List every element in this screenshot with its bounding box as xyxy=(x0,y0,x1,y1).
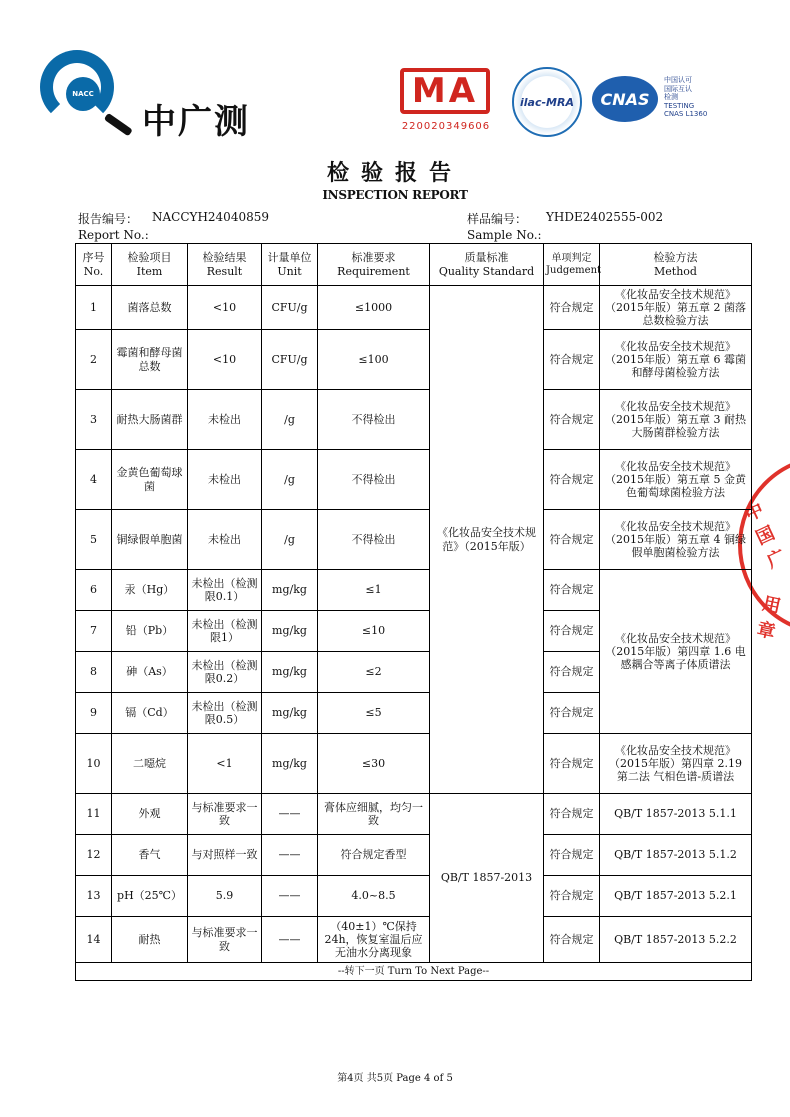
cell-judgement: 符合规定 xyxy=(544,734,600,794)
cell-no: 14 xyxy=(76,917,112,963)
stamp-text-top: 中国广 xyxy=(741,499,790,573)
cell-result: 未检出 xyxy=(188,390,262,450)
cell-result: 未检出（检测限0.1） xyxy=(188,570,262,611)
cnas-caption-line: 国际互认 xyxy=(664,84,692,93)
cell-unit: mg/kg xyxy=(262,611,318,652)
cell-judgement: 符合规定 xyxy=(544,652,600,693)
report-title-cn: 检验报告 xyxy=(326,160,463,186)
report-no-label-en: Report No.: xyxy=(78,228,149,242)
stamp-text-bottom: 用章 xyxy=(755,593,783,644)
col-header-method: 检验方法 Method xyxy=(600,244,752,286)
table-row xyxy=(76,570,752,611)
cell-unit: —— xyxy=(262,917,318,963)
report-no-value: NACCYH24040859 xyxy=(152,210,269,224)
table-row xyxy=(76,450,752,510)
col-header-unit: 计量单位 Unit xyxy=(262,244,318,286)
cell-result: 5.9 xyxy=(188,876,262,917)
sample-no-label-cn: 样品编号： xyxy=(467,212,528,226)
cell-requirement: ≤30 xyxy=(318,734,430,794)
table-row xyxy=(76,835,752,876)
continued-note: --转下一页 Turn To Next Page-- xyxy=(76,963,752,981)
cell-judgement: 符合规定 xyxy=(544,917,600,963)
cell-result: 未检出 xyxy=(188,450,262,510)
cell-item: 耐热 xyxy=(112,917,188,963)
cell-requirement: ≤1 xyxy=(318,570,430,611)
cell-requirement: 4.0~8.5 xyxy=(318,876,430,917)
cell-item: 砷（As） xyxy=(112,652,188,693)
cell-requirement: 符合规定香型 xyxy=(318,835,430,876)
brand-name: 中广测 xyxy=(142,102,250,142)
col-header-quality-standard: 质量标准 Quality Standard xyxy=(430,244,544,286)
col-header-judgement: 单项判定 Judgement xyxy=(544,244,600,286)
cell-judgement: 符合规定 xyxy=(544,794,600,835)
cell-requirement: 不得检出 xyxy=(318,390,430,450)
cell-item: 外观 xyxy=(112,794,188,835)
cell-method: QB/T 1857-2013 5.2.1 xyxy=(600,876,752,917)
table-continued-row xyxy=(76,963,752,981)
cell-item: 二噁烷 xyxy=(112,734,188,794)
cell-no: 7 xyxy=(76,611,112,652)
cell-requirement: ≤10 xyxy=(318,611,430,652)
cell-result: <10 xyxy=(188,286,262,330)
cell-no: 4 xyxy=(76,450,112,510)
cell-result: 未检出（检测限0.2） xyxy=(188,652,262,693)
cnas-text: CNAS xyxy=(600,89,650,109)
cell-method: 《化妆品安全技术规范》（2015年版）第五章 3 耐热大肠菌群检验方法 xyxy=(600,390,752,450)
table-row xyxy=(76,876,752,917)
cell-judgement: 符合规定 xyxy=(544,286,600,330)
cell-no: 2 xyxy=(76,330,112,390)
cell-item: 铅（Pb） xyxy=(112,611,188,652)
cell-item: 汞（Hg） xyxy=(112,570,188,611)
cell-no: 12 xyxy=(76,835,112,876)
cell-judgement: 符合规定 xyxy=(544,835,600,876)
cell-item: 耐热大肠菌群 xyxy=(112,390,188,450)
cell-unit: mg/kg xyxy=(262,693,318,734)
cell-no: 11 xyxy=(76,794,112,835)
cell-unit: CFU/g xyxy=(262,330,318,390)
cell-method: 《化妆品安全技术规范》（2015年版）第五章 4 铜绿假单胞菌检验方法 xyxy=(600,510,752,570)
cma-number: 220020349606 xyxy=(401,121,491,132)
col-header-result: 检验结果 Result xyxy=(188,244,262,286)
cnas-caption xyxy=(664,76,707,119)
cell-result: 未检出（检测限1） xyxy=(188,611,262,652)
cell-no: 3 xyxy=(76,390,112,450)
cell-requirement: ≤2 xyxy=(318,652,430,693)
cell-result: <1 xyxy=(188,734,262,794)
cell-item: 金黄色葡萄球菌 xyxy=(112,450,188,510)
table-row xyxy=(76,330,752,390)
cell-unit: —— xyxy=(262,876,318,917)
cnas-logo xyxy=(592,76,658,122)
page-footer: 第4页 共5页 Page 4 of 5 xyxy=(337,1073,453,1084)
cell-item: 霉菌和酵母菌总数 xyxy=(112,330,188,390)
cell-no: 9 xyxy=(76,693,112,734)
cell-result: 与对照样一致 xyxy=(188,835,262,876)
cell-no: 10 xyxy=(76,734,112,794)
cell-judgement: 符合规定 xyxy=(544,390,600,450)
ilac-mra-logo xyxy=(512,67,582,137)
table-row xyxy=(76,734,752,794)
col-header-item: 检验项目 Item xyxy=(112,244,188,286)
inspection-table xyxy=(75,243,752,981)
table-row xyxy=(76,917,752,963)
cma-mark-text: MA xyxy=(411,71,479,111)
cnas-caption-line: 检测 xyxy=(664,93,678,102)
ilac-mra-text: ilac-MRA xyxy=(520,95,574,109)
cell-item: 镉（Cd） xyxy=(112,693,188,734)
table-row xyxy=(76,510,752,570)
cell-judgement: 符合规定 xyxy=(544,693,600,734)
cell-quality-standard: 《化妆品安全技术规范》（2015年版） xyxy=(430,286,544,794)
cell-unit: mg/kg xyxy=(262,570,318,611)
report-no-label-cn: 报告编号： xyxy=(78,212,139,226)
cell-unit: —— xyxy=(262,835,318,876)
cell-unit: mg/kg xyxy=(262,734,318,794)
cell-unit: CFU/g xyxy=(262,286,318,330)
cnas-caption-line: 中国认可 xyxy=(664,76,692,84)
cell-requirement: 膏体应细腻，均匀一致 xyxy=(318,794,430,835)
table-header-row xyxy=(76,244,752,286)
cell-method: 《化妆品安全技术规范》（2015年版）第五章 5 金黄色葡萄球菌检验方法 xyxy=(600,450,752,510)
cell-method: 《化妆品安全技术规范》（2015年版）第五章 6 霉菌和酵母菌检验方法 xyxy=(600,330,752,390)
col-header-requirement: 标准要求 Requirement xyxy=(318,244,430,286)
cell-method-metals: 《化妆品安全技术规范》（2015年版）第四章 1.6 电感耦合等离子体质谱法 xyxy=(600,570,752,734)
cell-no: 8 xyxy=(76,652,112,693)
cell-method: QB/T 1857-2013 5.1.2 xyxy=(600,835,752,876)
report-title-en: INSPECTION REPORT xyxy=(322,188,468,202)
sample-no-value: YHDE2402555-002 xyxy=(546,210,664,224)
brand-badge: NACC xyxy=(66,77,100,111)
cma-mark xyxy=(400,68,490,114)
cell-requirement: 不得检出 xyxy=(318,450,430,510)
sample-no-label-en: Sample No.: xyxy=(467,228,542,242)
cell-quality-standard: QB/T 1857-2013 xyxy=(430,794,544,963)
cell-requirement: ≤1000 xyxy=(318,286,430,330)
cell-judgement: 符合规定 xyxy=(544,450,600,510)
cell-requirement: ≤100 xyxy=(318,330,430,390)
cell-method: QB/T 1857-2013 5.2.2 xyxy=(600,917,752,963)
cell-judgement: 符合规定 xyxy=(544,876,600,917)
cell-requirement: 不得检出 xyxy=(318,510,430,570)
table-row xyxy=(76,794,752,835)
cell-judgement: 符合规定 xyxy=(544,330,600,390)
table-row xyxy=(76,390,752,450)
cnas-caption-line: CNAS L1360 xyxy=(664,110,708,119)
cell-judgement: 符合规定 xyxy=(544,611,600,652)
cell-unit: /g xyxy=(262,390,318,450)
cell-result: 与标准要求一致 xyxy=(188,794,262,835)
cnas-caption-line: TESTING xyxy=(664,101,695,110)
cell-judgement: 符合规定 xyxy=(544,570,600,611)
cell-requirement: ≤5 xyxy=(318,693,430,734)
brand-logo-tail xyxy=(104,113,133,137)
cell-result: 未检出 xyxy=(188,510,262,570)
cell-item: 香气 xyxy=(112,835,188,876)
cell-requirement: （40±1）℃保持24h，恢复室温后应无油水分离现象 xyxy=(318,917,430,963)
cell-no: 5 xyxy=(76,510,112,570)
cell-method: 《化妆品安全技术规范》（2015年版）第五章 2 菌落总数检验方法 xyxy=(600,286,752,330)
cell-unit: mg/kg xyxy=(262,652,318,693)
table-row xyxy=(76,286,752,330)
cell-judgement: 符合规定 xyxy=(544,510,600,570)
cell-unit: /g xyxy=(262,510,318,570)
cell-item: 铜绿假单胞菌 xyxy=(112,510,188,570)
cell-no: 6 xyxy=(76,570,112,611)
cell-item: 菌落总数 xyxy=(112,286,188,330)
cell-unit: /g xyxy=(262,450,318,510)
cell-result: 未检出（检测限0.5） xyxy=(188,693,262,734)
cell-item: pH（25℃） xyxy=(112,876,188,917)
cell-no: 13 xyxy=(76,876,112,917)
col-header-no: 序号 No. xyxy=(76,244,112,286)
cell-result: <10 xyxy=(188,330,262,390)
cell-result: 与标准要求一致 xyxy=(188,917,262,963)
cell-unit: —— xyxy=(262,794,318,835)
cell-no: 1 xyxy=(76,286,112,330)
cell-method: 《化妆品安全技术规范》（2015年版）第四章 2.19 第二法 气相色谱-质谱法 xyxy=(600,734,752,794)
cell-method: QB/T 1857-2013 5.1.1 xyxy=(600,794,752,835)
